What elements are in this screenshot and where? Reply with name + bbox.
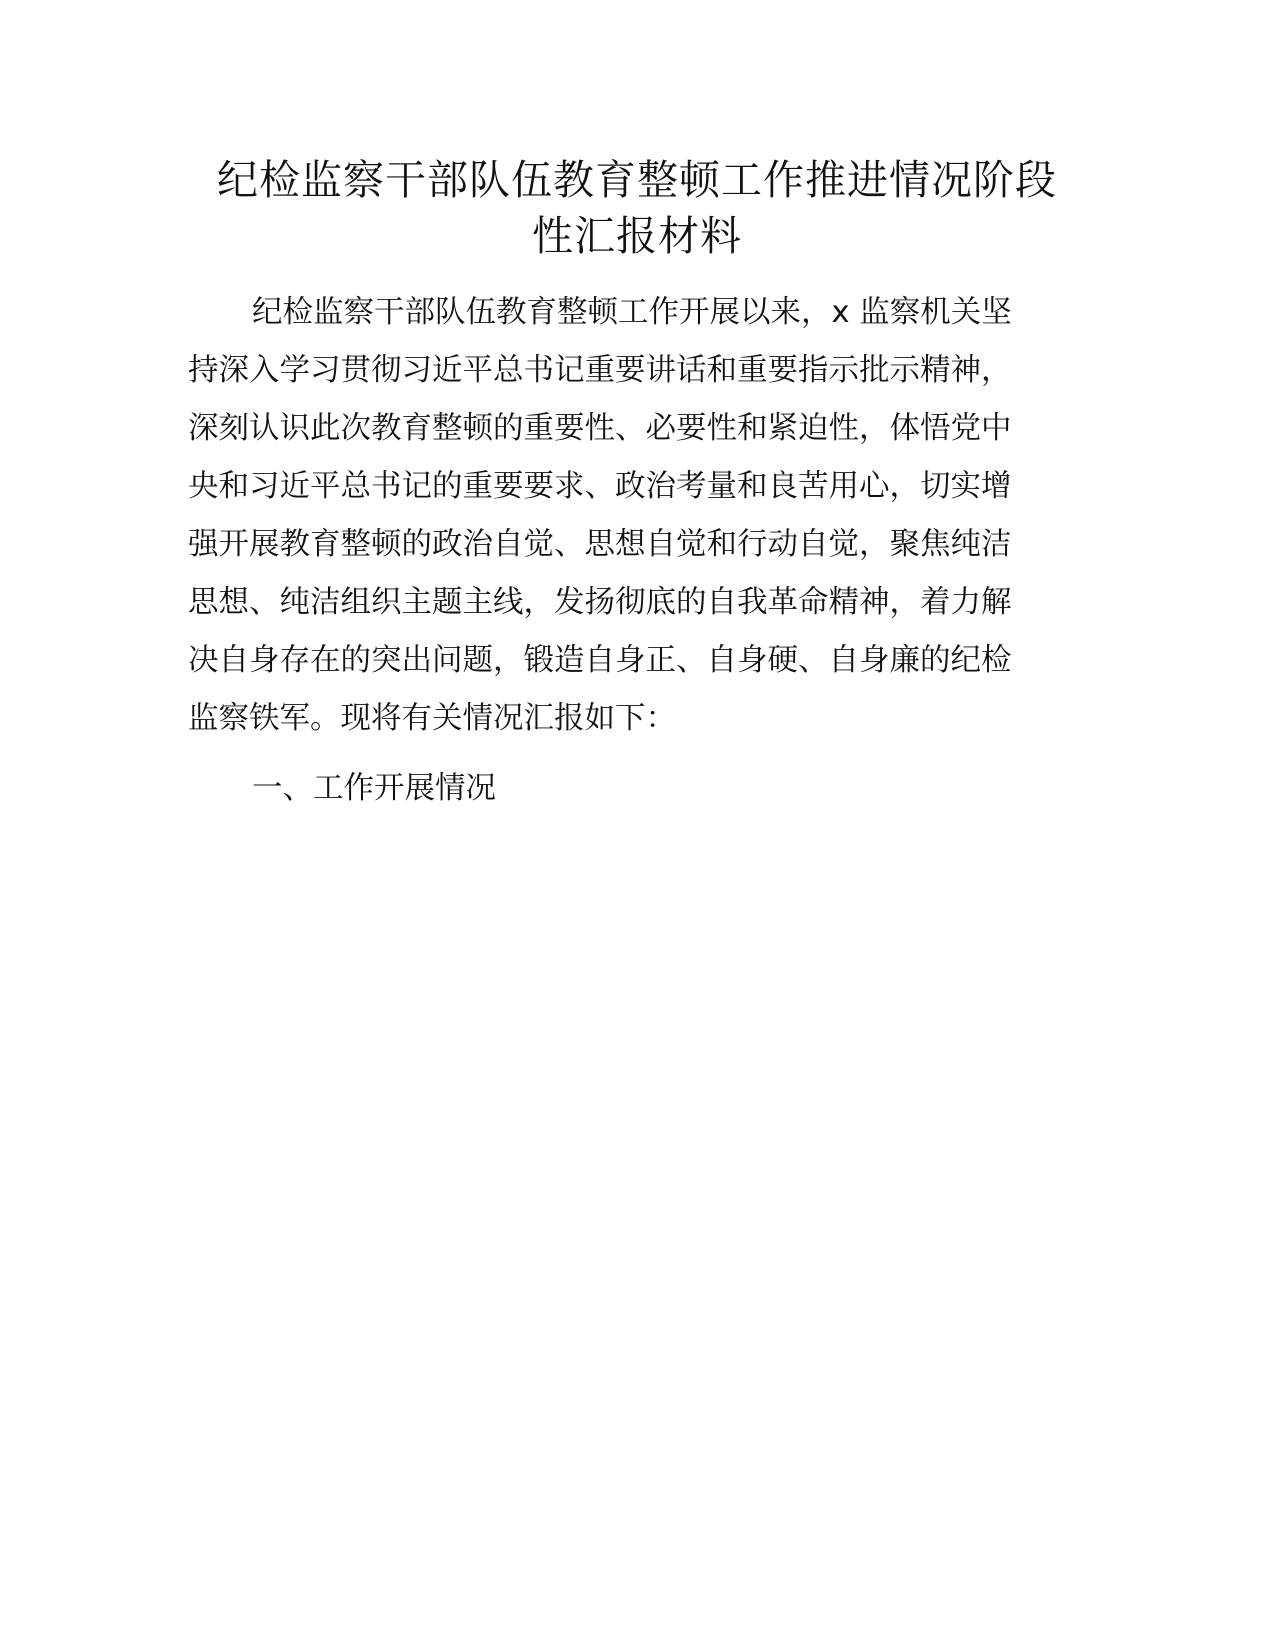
- paragraph-line-2: 持深入学习贯彻习近平总书记重要讲话和重要指示批示精神，: [188, 353, 1012, 388]
- section-heading: 一、工作开展情况: [252, 771, 496, 806]
- paragraph-line-3: 深刻认识此次教育整顿的重要性、必要性和紧迫性，体悟党中: [188, 411, 1012, 446]
- paragraph-line-7: 决自身存在的突出问题，锻造自身正、自身硬、自身廉的纪检: [188, 643, 1012, 678]
- intro-paragraph: [188, 284, 1088, 748]
- paragraph-line-5: 强开展教育整顿的政治自觉、思想自觉和行动自觉，聚焦纯洁: [188, 527, 1012, 562]
- title-line-1: 纪检监察干部队伍教育整顿工作推进情况阶段: [217, 156, 1057, 204]
- paragraph-line-1: 纪检监察干部队伍教育整顿工作开展以来，x 监察机关坚: [252, 295, 1012, 330]
- title-line-2: 性汇报材料: [532, 212, 742, 260]
- document-title: [188, 152, 1086, 264]
- paragraph-line-4: 央和习近平总书记的重要要求、政治考量和良苦用心，切实增: [188, 469, 1012, 504]
- paragraph-line-6: 思想、纯洁组织主题主线，发扬彻底的自我革命精神，着力解: [188, 585, 1012, 620]
- paragraph-line-8: 监察铁军。现将有关情况汇报如下：: [188, 701, 676, 736]
